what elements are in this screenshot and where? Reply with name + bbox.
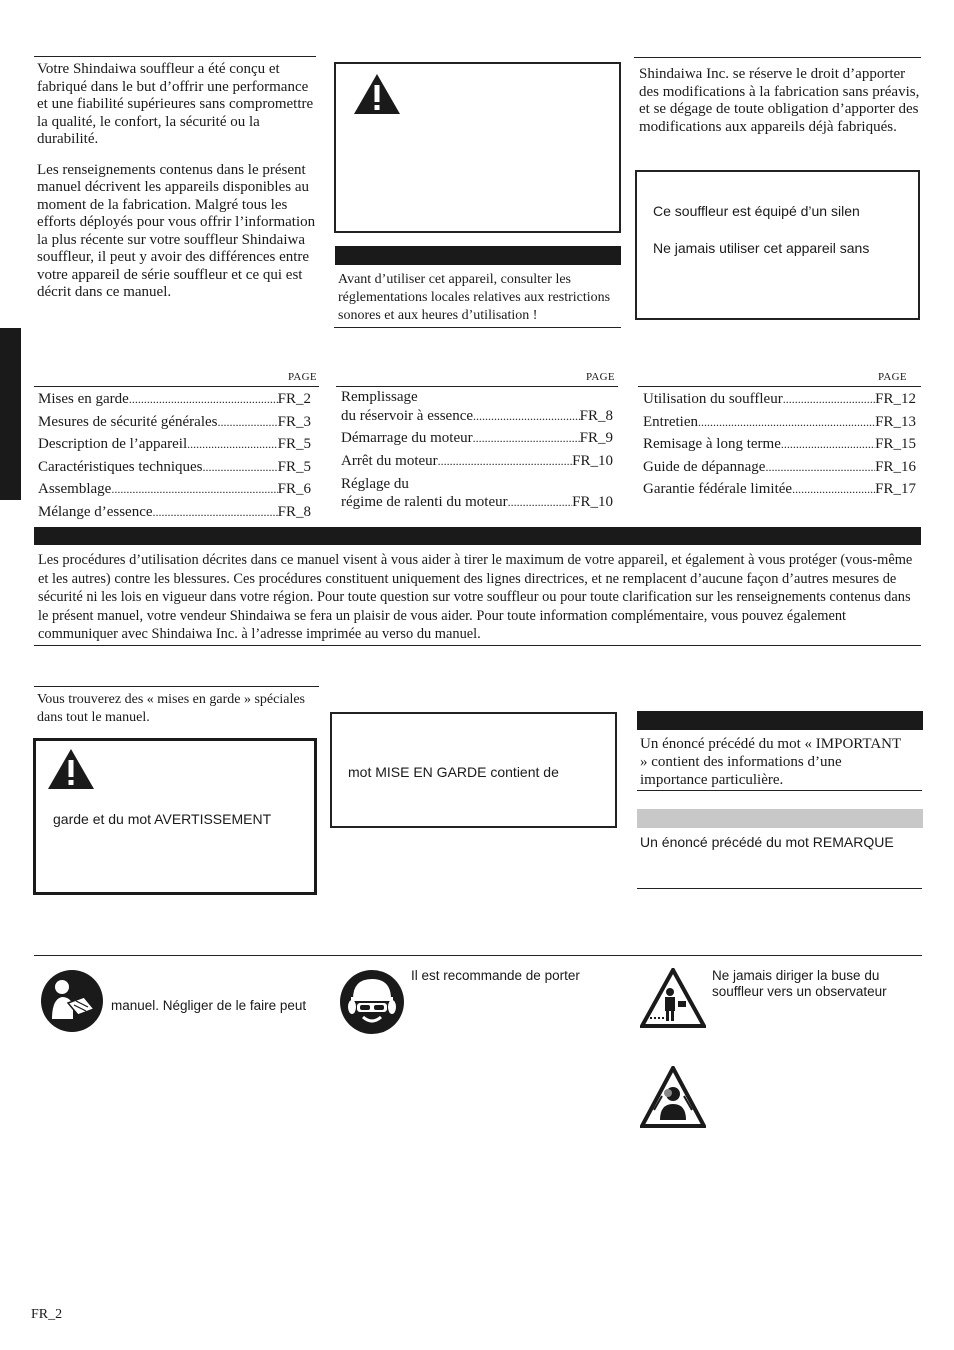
no-bystander-icon	[640, 968, 706, 1028]
side-tab	[0, 328, 21, 500]
toc-item-idle[interactable]: Réglage du régime de ralenti du moteur ..... FR_10	[341, 475, 613, 511]
eye-ear-protection-icon	[339, 969, 405, 1035]
note-heading-bar	[637, 809, 923, 828]
intro-section	[37, 61, 317, 302]
note-bottom-rule	[637, 888, 922, 889]
toc-item[interactable]: Mises en garde ..... FR_2	[38, 388, 311, 411]
toc-item[interactable]: Utilisation du souffleur ..... FR_12	[643, 388, 916, 411]
toc-item-fill[interactable]: Remplissage du réservoir à essence ..... FR_8	[341, 388, 613, 425]
noise-warning-text: Avant d’utiliser cet appareil, consulter les réglementations locales relatives aux restrictions sonores et aux heures d’utilisation !	[338, 272, 611, 323]
warning-box-top	[334, 62, 621, 233]
toc-rule-2	[336, 386, 618, 387]
toc-item[interactable]: Description de l’appareil ..... FR_5	[38, 433, 311, 456]
manual-icon-text: manuel. Négliger de le faire peut	[111, 998, 307, 1013]
avertissement-box	[33, 738, 317, 895]
toc-item[interactable]: Remisage à long terme ..... FR_15	[643, 433, 916, 456]
caution-box	[330, 712, 617, 828]
intro-paragraph-2: Les renseignements contenus dans le présent manuel décrivent les appareils disponibles au moment de la fabrication. Malgré tous les efforts déployés pour vous offrir l’information la plus récente sur votre souffleur Shindaiwa souffleur, il peut y avoir des différences entre votre appareil de série souffleur et ce qui est décrit dans ce manuel.	[37, 161, 316, 300]
footer-page-number: FR_2	[31, 1307, 63, 1322]
important-text: Un énoncé précédé du mot « IMPORTANT » contient des informations d’une importance particulière.	[640, 736, 901, 788]
intro-paragraph-1: Votre Shindaiwa souffleur a été conçu et fabriqué dans le but d’offrir une performance et une fiabilité supérieures sans compromettre la qualité, le confort, la sécurité ou la durabilité.	[37, 61, 314, 147]
warnings-intro-rule	[34, 686, 319, 687]
read-manual-icon	[40, 969, 104, 1033]
toc-item[interactable]: Guide de dépannage ..... FR_16	[643, 456, 916, 479]
toc-item[interactable]: Mesures de sécurité générales ..... FR_3	[38, 411, 311, 434]
important-bottom-rule	[637, 790, 922, 791]
warnings-intro: Vous trouverez des « mises en garde » spéciales dans tout le manuel.	[37, 692, 305, 725]
procedures-bottom-rule	[34, 645, 921, 646]
caution-text: mot MISE EN GARDE contient de	[348, 764, 559, 780]
warning-triangle-icon	[352, 72, 402, 116]
procedures-text: Les procédures d’utilisation décrites dans ce manuel visent à vous aider à tirer le maximum de votre appareil, et également à vous protéger (vous-même et les autres) contre les blessures. Ces procédures constituent uniquement des lignes directrices, et ne remplacent d’aucune façon d’autres mesures de sécurité ni les lois en vigueur dans votre région. Pour toute question sur votre souffleur ou pour toute clarification sur les renseignements contenus dans le présent manuel, votre vendeur Shindaiwa se fera un plaisir de vous aider. Pour toute information complémentaire, vous pouvez également communiquer avec Shindaiwa Inc. à l’adresse imprimée au verso du manuel.	[38, 552, 913, 643]
procedures-heading-bar	[34, 527, 921, 545]
toc-item[interactable]: Mélange d’essence ..... FR_8	[38, 501, 311, 524]
muffler-line-2: Ne jamais utiliser cet appareil sans	[653, 240, 870, 256]
muffler-line-1: Ce souffleur est équipé d’un silen	[653, 203, 860, 219]
toc-page-label-1: PAGE	[288, 371, 317, 383]
muffler-box	[635, 170, 920, 320]
toc-item-stop[interactable]: Arrêt du moteur ..... FR_10	[341, 450, 613, 473]
toc-rule-1	[34, 386, 319, 387]
important-heading-bar	[637, 711, 923, 730]
toc-item[interactable]: Caractéristiques techniques ..... FR_5	[38, 456, 311, 479]
toc-column-1	[38, 388, 311, 524]
toc-rule-3	[638, 386, 921, 387]
rights-top-rule	[634, 57, 921, 58]
toc-column-3	[643, 388, 916, 501]
toc-item[interactable]: Garantie fédérale limitée ..... FR_17	[643, 478, 916, 501]
toc-column-2	[341, 388, 613, 511]
toc-page-label-2: PAGE	[586, 371, 615, 383]
toc-item[interactable]: Assemblage ..... FR_6	[38, 478, 311, 501]
nozzle-icon-text: Ne jamais diriger la buse du souffleur vers un observateur	[712, 968, 887, 999]
hazard-person-icon	[640, 1066, 706, 1128]
toc-item[interactable]: Entretien ..... FR_13	[643, 411, 916, 434]
intro-top-rule	[34, 56, 316, 57]
noise-bottom-rule	[334, 327, 621, 328]
note-text: Un énoncé précédé du mot REMARQUE	[640, 834, 894, 850]
toc-item-start[interactable]: Démarrage du moteur ..... FR_9	[341, 427, 613, 450]
rights-text: Shindaiwa Inc. se réserve le droit d’apporter des modifications à la fabrication sans préavis, et se dégage de toute obligation d’apporter des modifications aux appareils déjà fabriqués.	[639, 66, 920, 135]
noise-heading-bar	[335, 246, 621, 265]
avertissement-text: garde et du mot AVERTISSEMENT	[53, 811, 272, 827]
warning-triangle-icon	[46, 747, 96, 791]
icons-top-rule	[34, 955, 922, 956]
toc-page-label-3: PAGE	[878, 371, 907, 383]
protection-icon-text: Il est recommande de porter	[411, 968, 580, 983]
